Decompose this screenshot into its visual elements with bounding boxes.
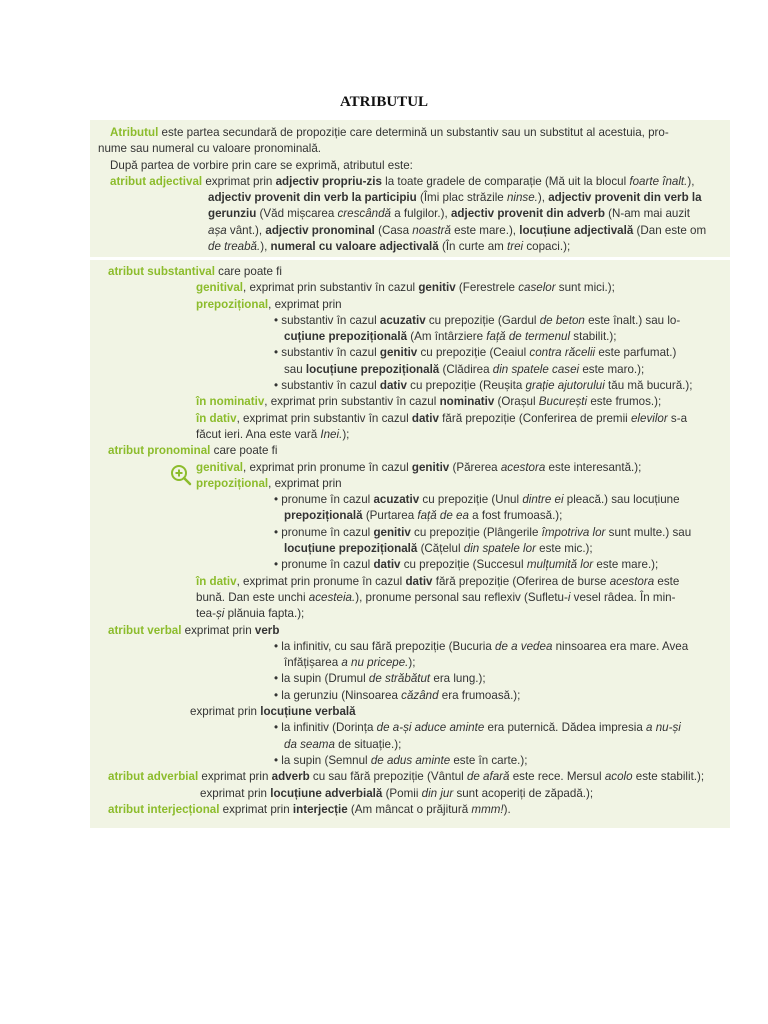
label-interjectional: atribut interjecțional (108, 802, 220, 816)
text: dativ (411, 411, 439, 425)
text: (Cățelul (417, 542, 464, 556)
types-panel (90, 260, 730, 828)
substantival-dative (108, 411, 720, 427)
text: dativ (379, 379, 407, 393)
text: • la infinitiv, cu sau fără prepoziție (Bucuria (274, 639, 496, 653)
bullet-item (108, 313, 720, 329)
text: locuțiune prepozițională (284, 542, 418, 556)
label-nominative: în nominativ (196, 395, 265, 409)
text: este mare.); (593, 558, 659, 572)
text: (Casa (374, 223, 413, 237)
bullet-item (108, 720, 720, 736)
text: de situație.); (334, 737, 402, 751)
text: cu prepoziție (Reușita (406, 379, 526, 393)
label-adjectival: atribut adjectival (110, 174, 203, 188)
adverbial-heading (108, 769, 720, 785)
example: foarte înalt. (629, 174, 688, 188)
example: elevilor (630, 411, 668, 425)
text: , exprimat prin substantiv în cazul (236, 411, 412, 425)
text: • la gerunziu (Ninsoarea (274, 688, 402, 702)
text: făcut ieri. Ana este vară (196, 427, 321, 441)
bullet-item (108, 753, 720, 769)
example: București (538, 395, 588, 409)
text: este partea secundară de propoziție care determină un substantiv sau un substitut al acestuia, pro- (158, 126, 669, 139)
text: exprimat prin (219, 802, 293, 816)
text: • la infinitiv (Dorința (274, 721, 377, 735)
text: dativ (405, 574, 433, 588)
definition-panel (90, 120, 730, 257)
text: (Dan este om (633, 223, 707, 237)
text: numeral cu valoare adjectivală (270, 240, 439, 254)
text: cu prepoziție (Gardul (425, 313, 540, 327)
text: adjectiv provenit din verb la participiu (208, 191, 417, 205)
example: împotriva lor (541, 525, 606, 539)
text: exprimat prin (181, 623, 255, 637)
adverbial-locution (108, 786, 720, 802)
text: pleacă.) sau locuțiune (563, 493, 680, 507)
text: sau (284, 362, 306, 376)
text: adverb (271, 770, 310, 784)
bullet-item (108, 557, 720, 573)
text: , exprimat prin (268, 297, 342, 311)
example: de a-și aduce aminte (376, 721, 485, 735)
pronominal-genitival (108, 460, 720, 476)
bullet-item (108, 492, 720, 508)
verbal-locution (108, 704, 720, 720)
text: este rece. Mersul (509, 770, 605, 784)
text: (Pomii (382, 786, 422, 800)
text: După partea de vorbire prin care se exprimă, atributul este: (110, 158, 413, 172)
text: (Am întârziere (407, 330, 487, 344)
text: s-a (667, 411, 688, 425)
text: • pronume în cazul (274, 493, 374, 507)
adjectival-line (98, 223, 716, 239)
example: acesteia. (308, 590, 356, 604)
label-dative: în dativ (196, 411, 237, 425)
example: căzând (401, 688, 439, 702)
zoom-in-icon[interactable] (170, 464, 192, 486)
label-verbal: atribut verbal (108, 623, 182, 637)
bullet-item (108, 639, 720, 655)
text: exprimat prin (200, 786, 271, 800)
example: de adus aminte (370, 753, 451, 767)
text: sunt mici.); (555, 281, 615, 295)
substantival-genitival (108, 280, 720, 296)
text: tău mă bucură.); (604, 379, 693, 393)
text: vesel râdea. În min- (570, 590, 676, 604)
example: Inei. (320, 427, 343, 441)
bullet-item-cont (108, 508, 720, 524)
substantival-prepositional (108, 297, 720, 313)
example: crescândă (337, 207, 391, 221)
text: cuțiune prepozițională (284, 330, 408, 344)
text: cu prepoziție (Succesul (400, 558, 527, 572)
example: acolo (604, 770, 633, 784)
text: sunt multe.) sau (605, 525, 692, 539)
example: mulțumită lor (526, 558, 594, 572)
text: care poate fi (214, 265, 282, 278)
text: ), pronume personal sau reflexiv (Sufletu- (355, 590, 568, 604)
bullet-item (108, 525, 720, 541)
text: (Văd mișcarea (256, 207, 338, 221)
text: prepozițională (284, 509, 363, 523)
text: este parfumat.) (595, 346, 677, 360)
text: vânt.), (226, 223, 266, 237)
text: exprimat prin (202, 174, 276, 188)
text: este maro.); (579, 362, 645, 376)
example: trei (507, 240, 524, 254)
bullet-item-cont (108, 541, 720, 557)
text: exprimat prin (190, 705, 261, 719)
example: de străbătut (368, 672, 431, 686)
text: • substantiv în cazul (274, 346, 380, 360)
label-genitival: genitival (196, 460, 244, 474)
text: la toate gradele de comparație (Mă uit la blocul (381, 174, 630, 188)
example: caselor (518, 281, 556, 295)
text: genitiv (418, 281, 456, 295)
label-pronominal: atribut pronominal (108, 444, 211, 458)
text: adjectiv provenit din adverb (450, 207, 605, 221)
text: ), (537, 191, 549, 205)
example: din jur (421, 786, 454, 800)
example: ninse. (506, 191, 538, 205)
text: • pronume în cazul (274, 525, 374, 539)
text: locuțiune adjectivală (519, 223, 634, 237)
text: (Părerea (449, 460, 501, 474)
example: față de termenul (486, 330, 571, 344)
text: ninsoarea era mare. Avea (552, 639, 689, 653)
text: ), (260, 240, 271, 254)
example: grație ajutorului (525, 379, 605, 393)
text: , exprimat prin (268, 476, 342, 490)
text: adjectiv provenit din verb la (548, 191, 702, 205)
bullet-item-cont (108, 329, 720, 345)
text: este frumos.); (587, 395, 662, 409)
text: era puternică. Dădea impresia (484, 721, 647, 735)
substantival-heading (108, 264, 720, 280)
term-atributul: Atributul (110, 126, 159, 139)
definition-line (98, 125, 716, 141)
example: contra răcelii (529, 346, 596, 360)
text: genitiv (411, 460, 450, 474)
text: sunt acoperiți de zăpadă.); (453, 786, 594, 800)
bullet-item-cont (108, 655, 720, 671)
text: • pronume în cazul (274, 558, 374, 572)
text: este în carte.); (450, 753, 528, 767)
text: genitiv (379, 346, 418, 360)
example: noastră (412, 223, 451, 237)
adjectival-line (98, 206, 716, 222)
text: , exprimat prin pronume în cazul (243, 460, 412, 474)
pronominal-prepositional (108, 476, 720, 492)
text: era lung.); (430, 672, 486, 686)
text: fără prepoziție (Oferirea de burse (432, 574, 610, 588)
text: ). (503, 802, 511, 816)
text: nume sau numeral cu valoare pronominală. (98, 142, 321, 156)
label-adverbial: atribut adverbial (108, 770, 199, 784)
text: ), (687, 174, 695, 188)
example: mmm! (471, 802, 504, 816)
text: locuțiune adverbială (270, 786, 383, 800)
pronominal-heading (108, 443, 720, 459)
text: este mic.); (535, 542, 593, 556)
bullet-item-cont (108, 362, 720, 378)
pronominal-dative-cont (108, 606, 720, 622)
text: , exprimat prin substantiv în cazul (243, 281, 419, 295)
text: tea- (196, 607, 216, 621)
text: acuzativ (379, 313, 426, 327)
example: așa (208, 223, 227, 237)
text: acuzativ (373, 493, 420, 507)
text: adjectiv propriu-zis (275, 174, 382, 188)
example: de a vedea (495, 639, 553, 653)
text: (N-am mai auzit (604, 207, 690, 221)
text: locuțiune prepozițională (305, 362, 440, 376)
adjectival-line (98, 174, 716, 190)
definition-line (98, 141, 716, 157)
text: este (654, 574, 680, 588)
verbal-heading (108, 623, 720, 639)
text: este înalt.) sau lo- (584, 313, 681, 327)
example: din spatele lor (463, 542, 536, 556)
text: înfățișarea (284, 656, 342, 670)
text: (Îmi plac străzile (416, 191, 507, 205)
example: acestora (609, 574, 655, 588)
text: genitiv (373, 525, 411, 539)
text: gerunziu (208, 207, 257, 221)
text: (Ferestrele (455, 281, 519, 295)
example: i (567, 590, 571, 604)
adjectival-line (98, 190, 716, 206)
example: de beton (539, 313, 585, 327)
text: bună. Dan este unchi (196, 590, 309, 604)
text: care poate fi (210, 444, 278, 458)
substantival-nominative (108, 394, 720, 410)
text: interjecție (292, 802, 348, 816)
interjectional-heading (108, 802, 720, 818)
text: • substantiv în cazul (274, 313, 380, 327)
text: cu sau fără prepoziție (Vântul (309, 770, 467, 784)
example: de treabă. (208, 240, 261, 254)
text: adjectiv pronominal (265, 223, 375, 237)
text: , exprimat prin substantiv în cazul (264, 395, 440, 409)
classification-line (98, 158, 716, 174)
text: era frumoasă.); (438, 688, 521, 702)
substantival-dative-cont (108, 427, 720, 443)
text: (Purtarea (362, 509, 418, 523)
text: cu prepoziție (Ceaiul (417, 346, 530, 360)
page-title: ATRIBUTUL (339, 94, 429, 110)
bullet-item (108, 345, 720, 361)
label-genitival: genitival (196, 281, 244, 295)
text: cu prepoziție (Unul (419, 493, 523, 507)
bullet-item (108, 671, 720, 687)
example: față de ea (417, 509, 469, 523)
text: locuțiune verbală (260, 705, 356, 719)
example: da seama (284, 737, 335, 751)
example: de afară (466, 770, 510, 784)
adjectival-line (98, 239, 716, 255)
text: este interesantă.); (545, 460, 642, 474)
label-substantival: atribut substantival (108, 265, 215, 278)
label-dative: în dativ (196, 574, 237, 588)
text: • la supin (Drumul (274, 672, 369, 686)
text: dativ (373, 558, 401, 572)
text: stabilit.); (570, 330, 617, 344)
example: din spatele casei (492, 362, 580, 376)
text: exprimat prin (198, 770, 272, 784)
example: și (215, 607, 225, 621)
label-prepositional: prepozițional (196, 297, 269, 311)
text: a fulgilor.), (391, 207, 451, 221)
text: (Am mâncat o prăjitură (347, 802, 472, 816)
bullet-item-cont (108, 737, 720, 753)
pronominal-dative-cont (108, 590, 720, 606)
text: este mare.), (450, 223, 520, 237)
text: plănuia fapta.); (224, 607, 305, 621)
example: a nu pricepe. (341, 656, 409, 670)
pronominal-dative (108, 574, 720, 590)
text: nominativ (439, 395, 495, 409)
text: ); (342, 427, 350, 441)
text: • substantiv în cazul (274, 379, 380, 393)
text: a fost frumoasă.); (468, 509, 563, 523)
text: fără prepoziție (Conferirea de premii (438, 411, 631, 425)
bullet-item (108, 378, 720, 394)
text: , exprimat prin pronume în cazul (236, 574, 406, 588)
text: verb (254, 623, 280, 637)
text: (Clădirea (439, 362, 493, 376)
bullet-item (108, 688, 720, 704)
text: cu prepoziție (Plângerile (410, 525, 542, 539)
text: copaci.); (523, 240, 571, 254)
text: este stabilit.); (632, 770, 705, 784)
text: ); (408, 656, 416, 670)
example: dintre ei (522, 493, 564, 507)
text: (Orașul (494, 395, 539, 409)
example: a nu-și (646, 721, 681, 735)
text: • la supin (Semnul (274, 753, 371, 767)
example: acestora (500, 460, 546, 474)
text: (În curte am (438, 240, 508, 254)
label-prepositional: prepozițional (196, 476, 269, 490)
